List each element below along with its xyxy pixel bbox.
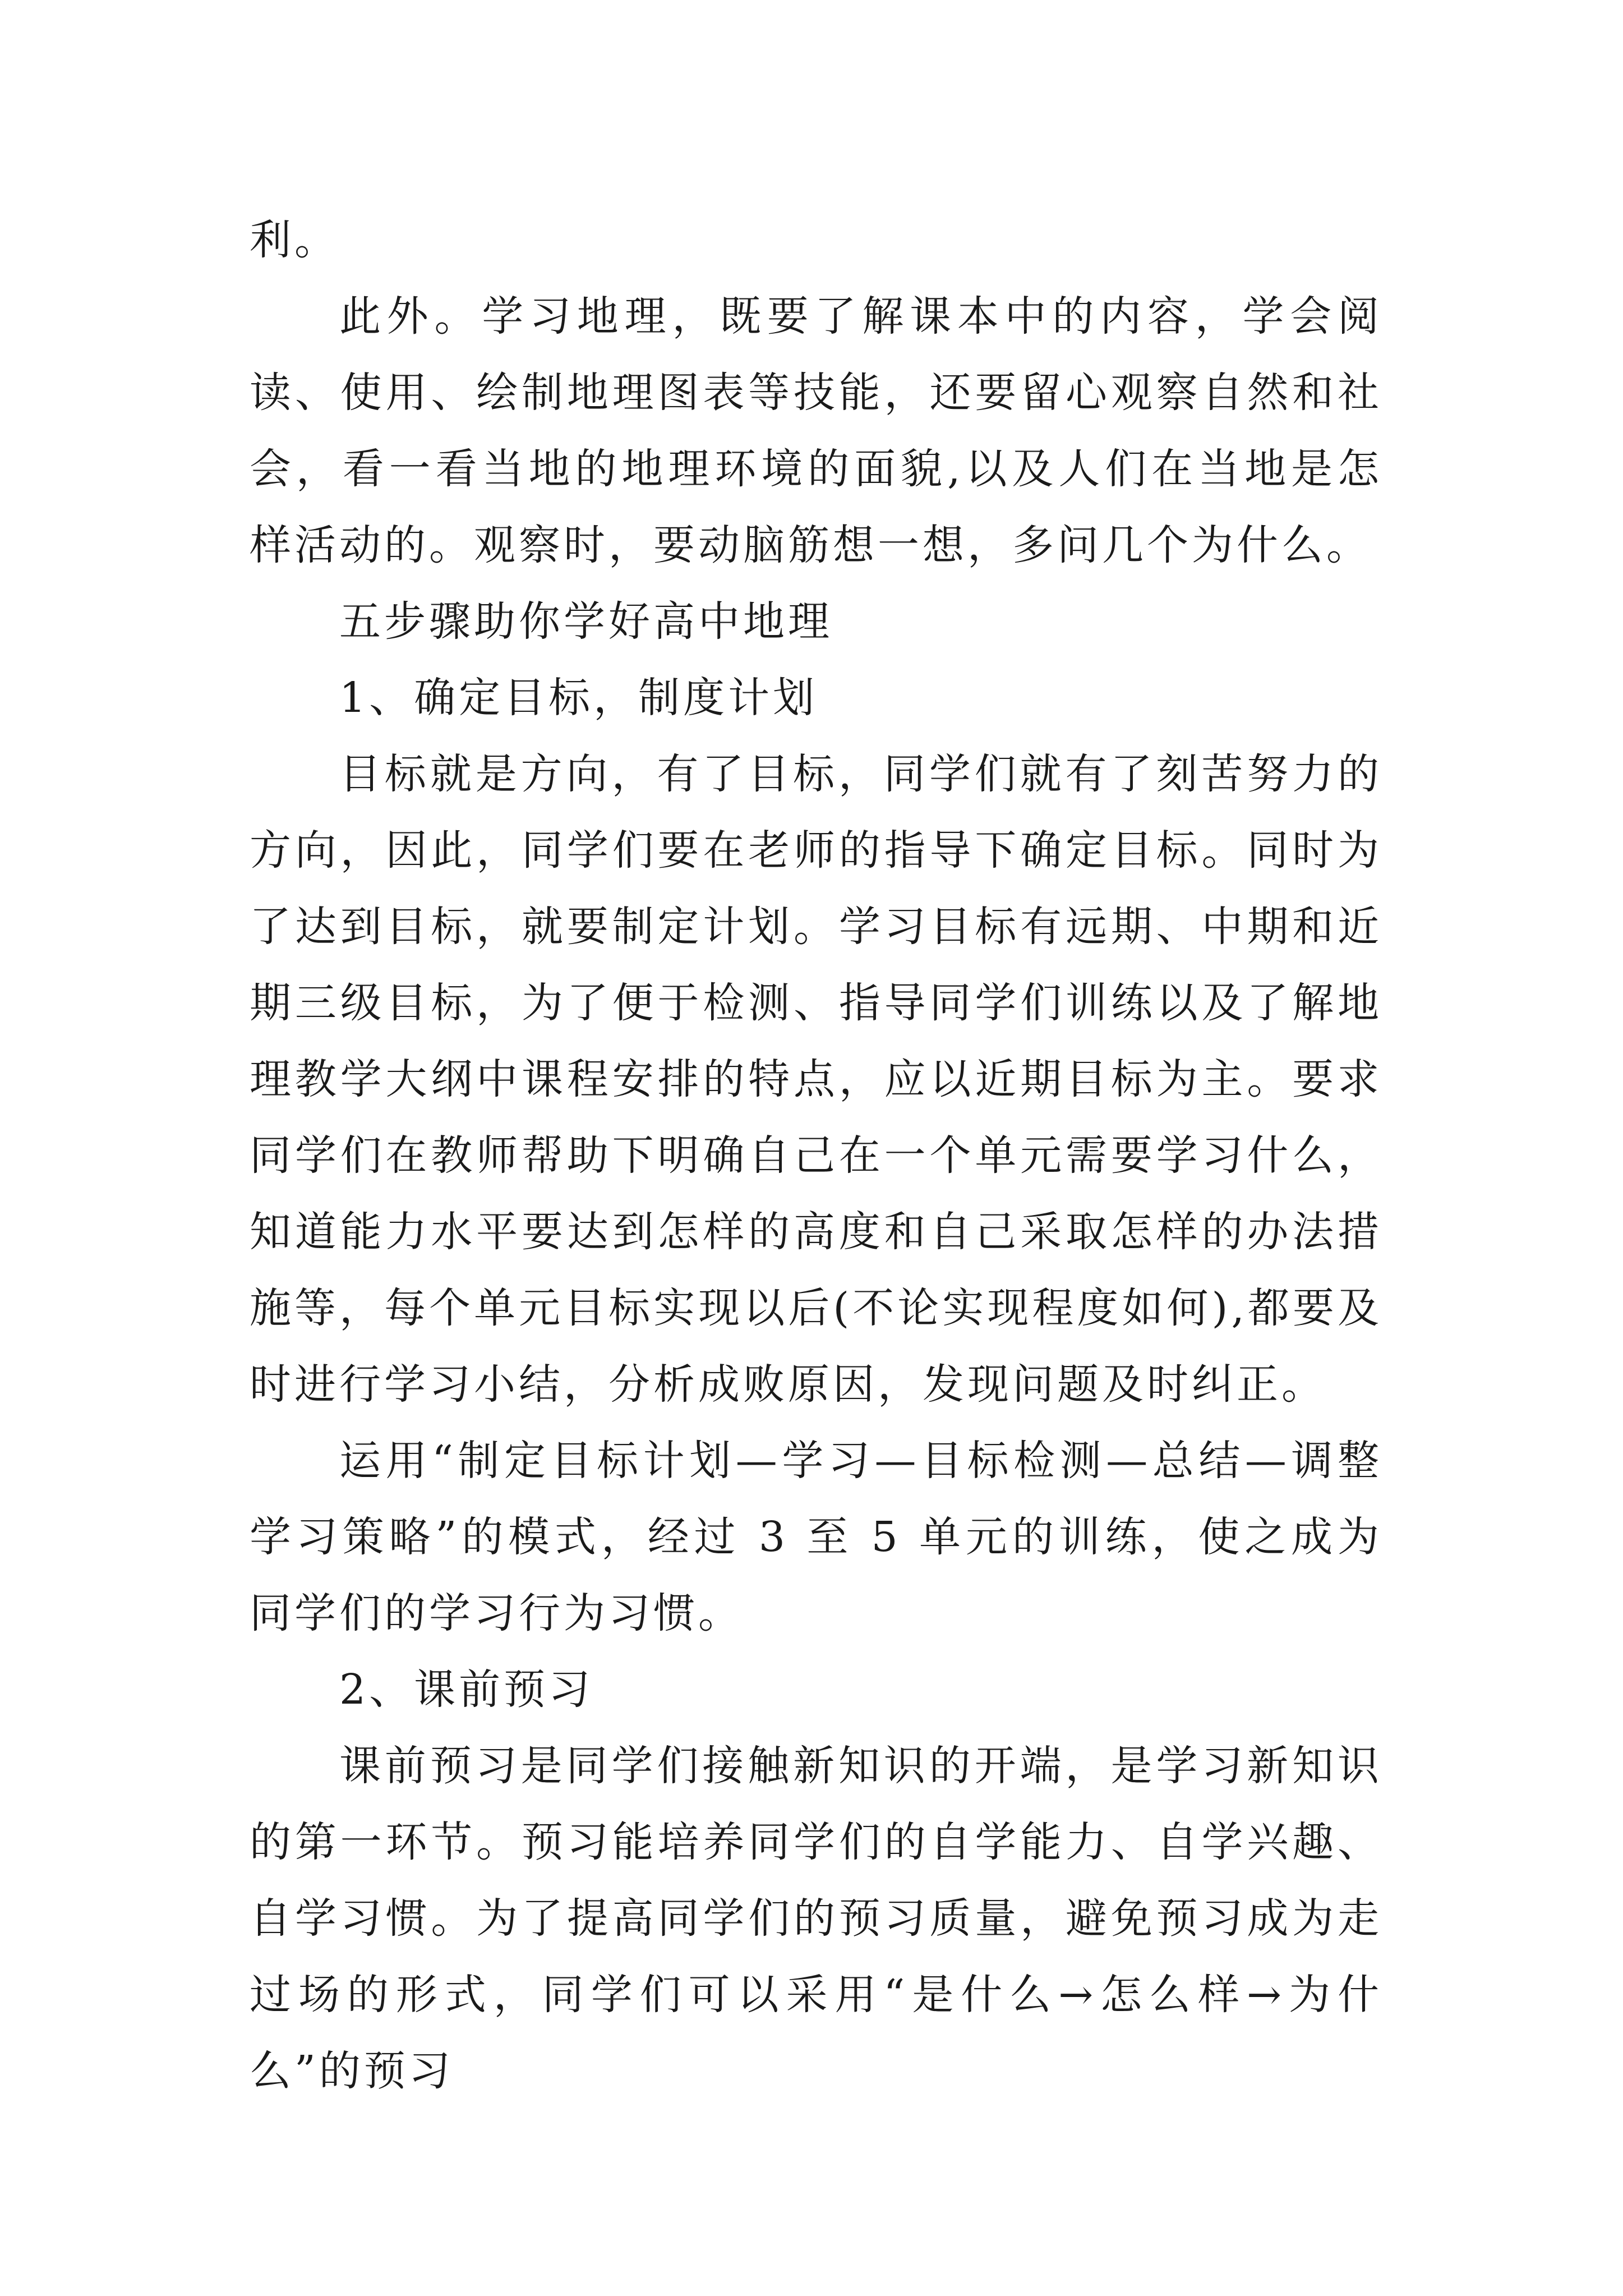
paragraph-observation: 此外。学习地理，既要了解课本中的内容，学会阅读、使用、绘制地理图表等技能，还要留心观察自然和社会，看一看当地的地理环境的面貌,以及人们在当地是怎样活动的。观察时，要动脑筋想一想，多问几个为什么。 [250, 292, 1382, 569]
paragraph-continuation: 利。 [250, 216, 339, 264]
step-heading-1: 1、确定目标，制度计划 [339, 674, 818, 722]
section-heading: 五步骤助你学好高中地理 [339, 597, 833, 646]
paragraph-model: 运用“制定目标计划—学习—目标检测—总结—调整学习策略”的模式，经过 3 至 5 单元的训练，使之成为同学们的学习行为习惯。 [250, 1437, 1382, 1637]
step-heading-2: 2、课前预习 [339, 1665, 594, 1714]
paragraph-preview: 课前预习是同学们接触新知识的开端，是学习新知识的第一环节。预习能培养同学们的自学能力、自学兴趣、自学习惯。为了提高同学们的预习质量，避免预习成为走过场的形式，同学们可以采用“是什么→怎么样→为什么”的预习 [250, 1742, 1382, 2095]
document-body [250, 202, 1382, 2109]
paragraph-goals: 目标就是方向，有了目标，同学们就有了刻苦努力的方向，因此，同学们要在老师的指导下确定目标。同时为了达到目标，就要制定计划。学习目标有远期、中期和近期三级目标，为了便于检测、指导同学们训练以及了解地理教学大纲中课程安排的特点，应以近期目标为主。要求同学们在教师帮助下明确自己在一个单元需要学习什么，知道能力水平要达到怎样的高度和自己采取怎样的办法措施等，每个单元目标实现以后(不论实现程度如何),都要及时进行学习小结，分析成败原因，发现问题及时纠正。 [250, 750, 1382, 1409]
